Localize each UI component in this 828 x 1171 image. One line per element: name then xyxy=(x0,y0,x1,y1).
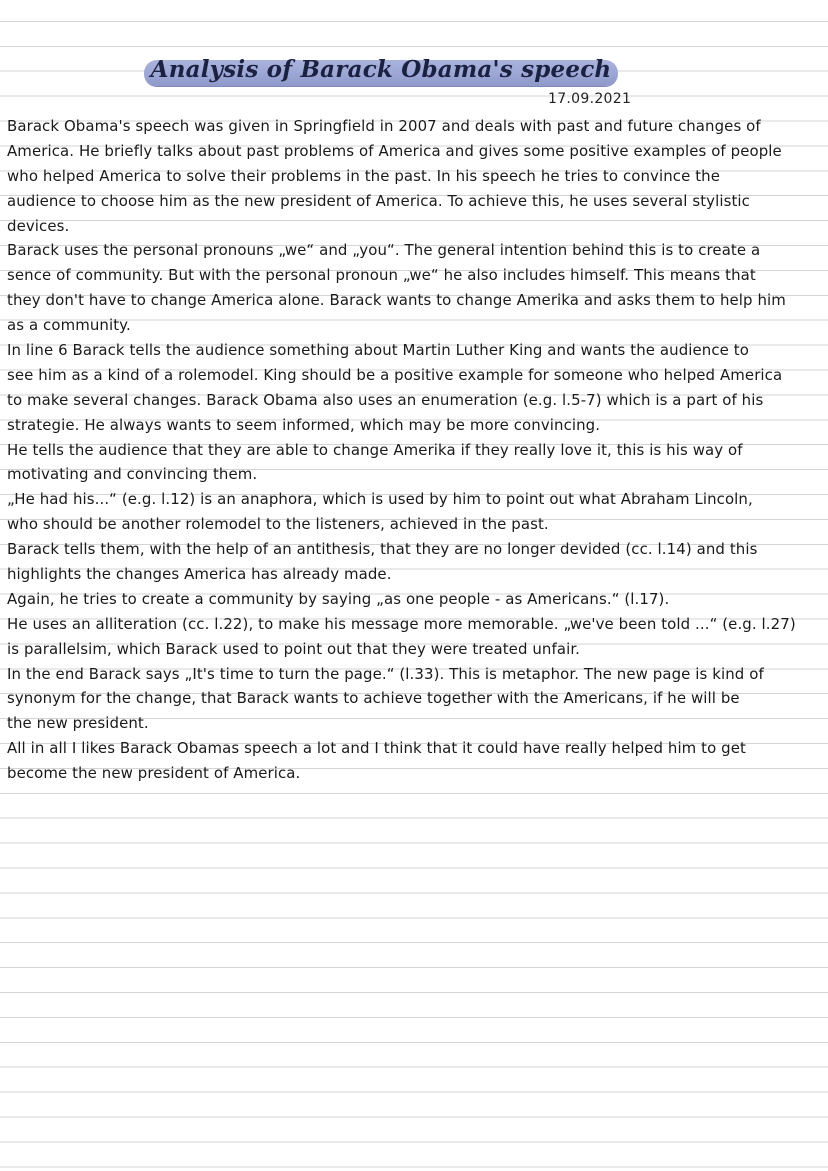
title-block xyxy=(144,58,618,88)
text-line: In line 6 Barack tells the audience something about Martin Luther King and wants the audience to xyxy=(7,341,749,360)
text-line: is parallelsim, which Barack used to point out that they were treated unfair. xyxy=(7,639,581,658)
page-title: Analysis of Barack Obama's speech xyxy=(150,56,612,83)
text-line: „He had his...“ (e.g. l.12) is an anaphora, which is used by him to point out what Abraham Lincoln, xyxy=(7,490,753,509)
text-line: In the end Barack says „It's time to turn the page.“ (l.33). This is metaphor. The new page is kind of xyxy=(7,664,764,683)
text-line: All in all I likes Barack Obamas speech a lot and I think that it could have really helped him to get xyxy=(7,739,746,758)
text-line: become the new president of America. xyxy=(7,764,301,783)
date-label: 17.09.2021 xyxy=(548,91,632,107)
text-line: as a community. xyxy=(7,316,131,335)
text-line: Barack tells them, with the help of an antithesis, that they are no longer devided (cc. l.14) and this xyxy=(7,540,758,559)
text-line: who should be another rolemodel to the listeners, achieved in the past. xyxy=(7,515,549,534)
text-line: Barack uses the personal pronouns „we“ and „you“. The general intention behind this is to create a xyxy=(7,241,761,260)
text-line: highlights the changes America has already made. xyxy=(7,565,392,584)
essay-body xyxy=(7,114,823,786)
text-line: synonym for the change, that Barack wants to achieve together with the Americans, if he will be xyxy=(7,689,740,708)
text-line: He uses an alliteration (cc. l.22), to make his message more memorable. „we've been told ...“ (e.g. l.27) xyxy=(7,614,796,633)
text-line: Barack Obama's speech was given in Springfield in 2007 and deals with past and future changes of xyxy=(7,117,761,135)
text-line: He tells the audience that they are able to change Amerika if they really love it, this is his way of xyxy=(7,440,743,459)
text-line: devices. xyxy=(7,216,70,235)
text-line: audience to choose him as the new president of America. To achieve this, he uses several stylistic xyxy=(7,191,750,210)
text-line: who helped America to solve their problems in the past. In his speech he tries to convince the xyxy=(7,166,720,185)
text-line: the new president. xyxy=(7,714,149,733)
text-line: they don't have to change America alone. Barack wants to change Amerika and asks them to help him xyxy=(7,291,786,310)
text-line: sence of community. But with the personal pronoun „we“ he also includes himself. This means that xyxy=(7,266,756,285)
text-line: Again, he tries to create a community by saying „as one people - as Americans.“ (l.17). xyxy=(7,589,670,608)
text-line: strategie. He always wants to seem informed, which may be more convincing. xyxy=(7,415,601,434)
text-line: to make several changes. Barack Obama also uses an enumeration (e.g. l.5-7) which is a part of his xyxy=(7,390,764,409)
text-line: motivating and convincing them. xyxy=(7,465,258,484)
text-line: see him as a kind of a rolemodel. King should be a positive example for someone who helped America xyxy=(7,365,783,384)
text-line: America. He briefly talks about past problems of America and gives some positive examples of people xyxy=(7,141,782,160)
